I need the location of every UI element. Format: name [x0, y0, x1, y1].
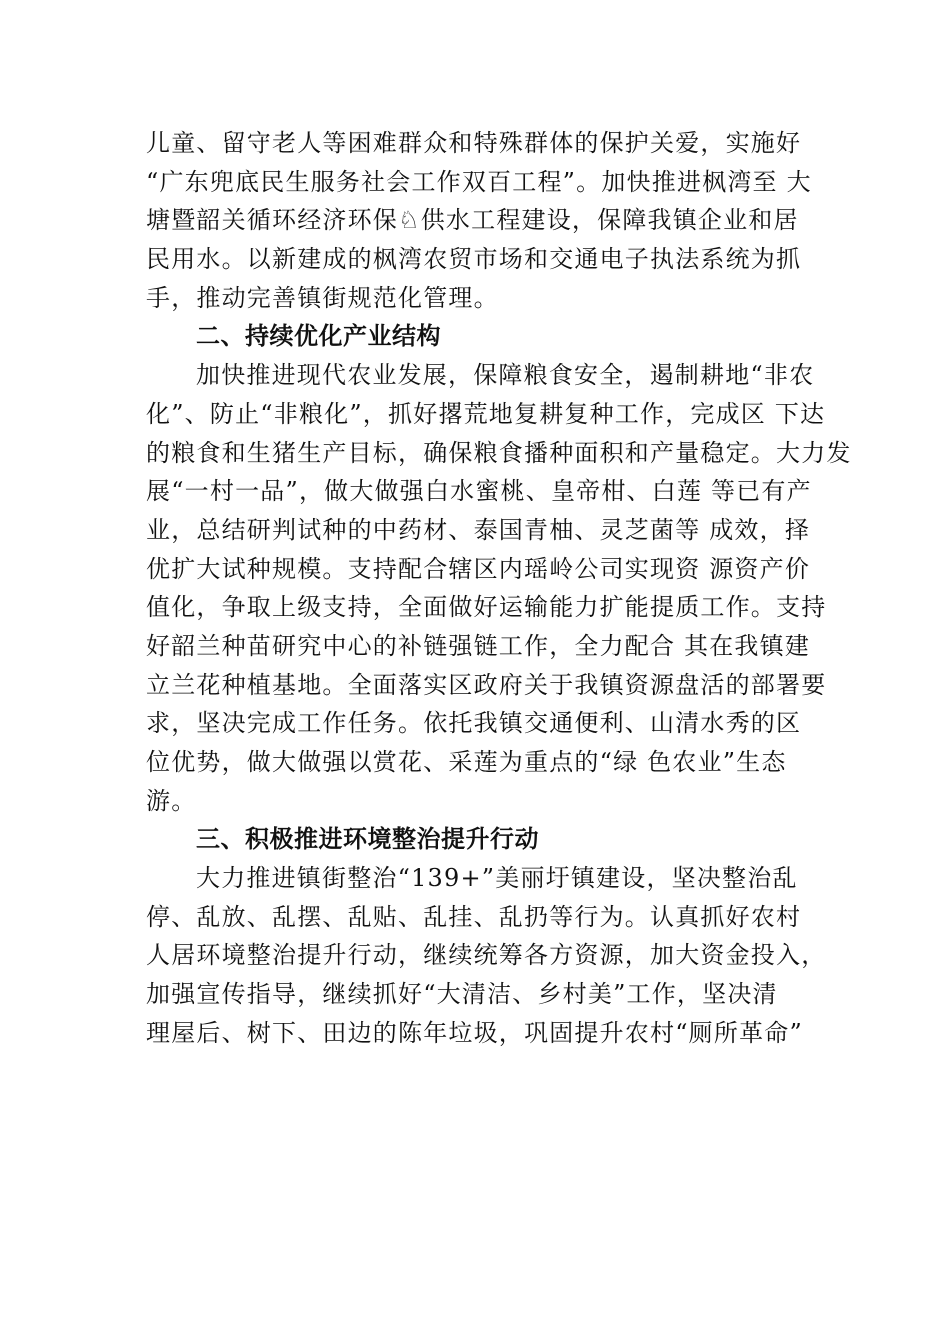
section-heading-2: 二、持续优化产业结构 [196, 322, 441, 351]
text-line: 求，坚决完成工作任务。依托我镇交通便利、山清水秀的区 [146, 709, 802, 738]
text-line: 儿童、留守老人等困难群众和特殊群体的保护关爱，实施好 [146, 129, 802, 157]
text-line: 好韶兰种苗研究中心的补链强链工作，全力配合 其在我镇建 [146, 631, 811, 660]
text-line: 优扩大试种规模。支持配合辖区内瑶岭公司实现资 源资产价 [146, 554, 811, 583]
text-line: 的粮食和生猪生产目标，确保粮食播种面积和产量稳定。大力发 [146, 438, 852, 467]
text-line: 加强宣传指导，继续抓好“大清洁、乡村美”工作，坚决清 [146, 980, 778, 1009]
paragraph-1 [146, 124, 836, 317]
text-line: 手，推动完善镇街规范化管理。 [146, 283, 499, 312]
text-line: 大力推进镇街整治“139+”美丽圩镇建设，坚决整治乱 [196, 864, 798, 893]
section-heading-3: 三、积极推进环境整治提升行动 [196, 825, 539, 854]
text-line: 位优势，做大做强以赏花、采莲为重点的“绿 色农业”生态 [146, 748, 787, 776]
text-line: 展“一村一品”，做大做强白水蜜桃、皇帝柑、白莲 等已有产 [146, 477, 812, 506]
text-line: 停、乱放、乱摆、乱贴、乱挂、乱扔等行为。认真抓好农村 [146, 902, 802, 931]
text-line: 值化，争取上级支持，全面做好运输能力扩能提质工作。支持 [146, 593, 827, 622]
text-line: 民用水。以新建成的枫湾农贸市场和交通电子执法系统为抓 [146, 245, 802, 274]
text-line: “广东兜底民生服务社会工作双百工程”。加快推进枫湾至 大 [146, 167, 812, 196]
text-line: 化”、防止“非粮化”，抓好撂荒地复耕复种工作，完成区 下达 [146, 399, 826, 428]
text-line: 游。 [146, 786, 197, 815]
text-line: 加快推进现代农业发展，保障粮食安全，遏制耕地“非农 [196, 361, 815, 390]
document-page [146, 124, 852, 1053]
text-line: 人居环境整治提升行动，继续统筹各方资源，加大资金投入， [146, 941, 827, 970]
text-line: 塘暨韶关循环经济环保♘供水工程建设，保障我镇企业和居 [146, 206, 799, 235]
text-line: 立兰花种植基地。全面落实区政府关于我镇资源盘活的部署要 [146, 670, 827, 699]
paragraph-2 [146, 356, 852, 820]
text-line: 业，总结研判试种的中药材、泰国青柚、灵芝菌等 成效，择 [146, 515, 811, 544]
text-line: 理屋后、树下、田边的陈年垃圾，巩固提升农村“厕所革命” [146, 1018, 803, 1047]
paragraph-3 [146, 859, 836, 1052]
